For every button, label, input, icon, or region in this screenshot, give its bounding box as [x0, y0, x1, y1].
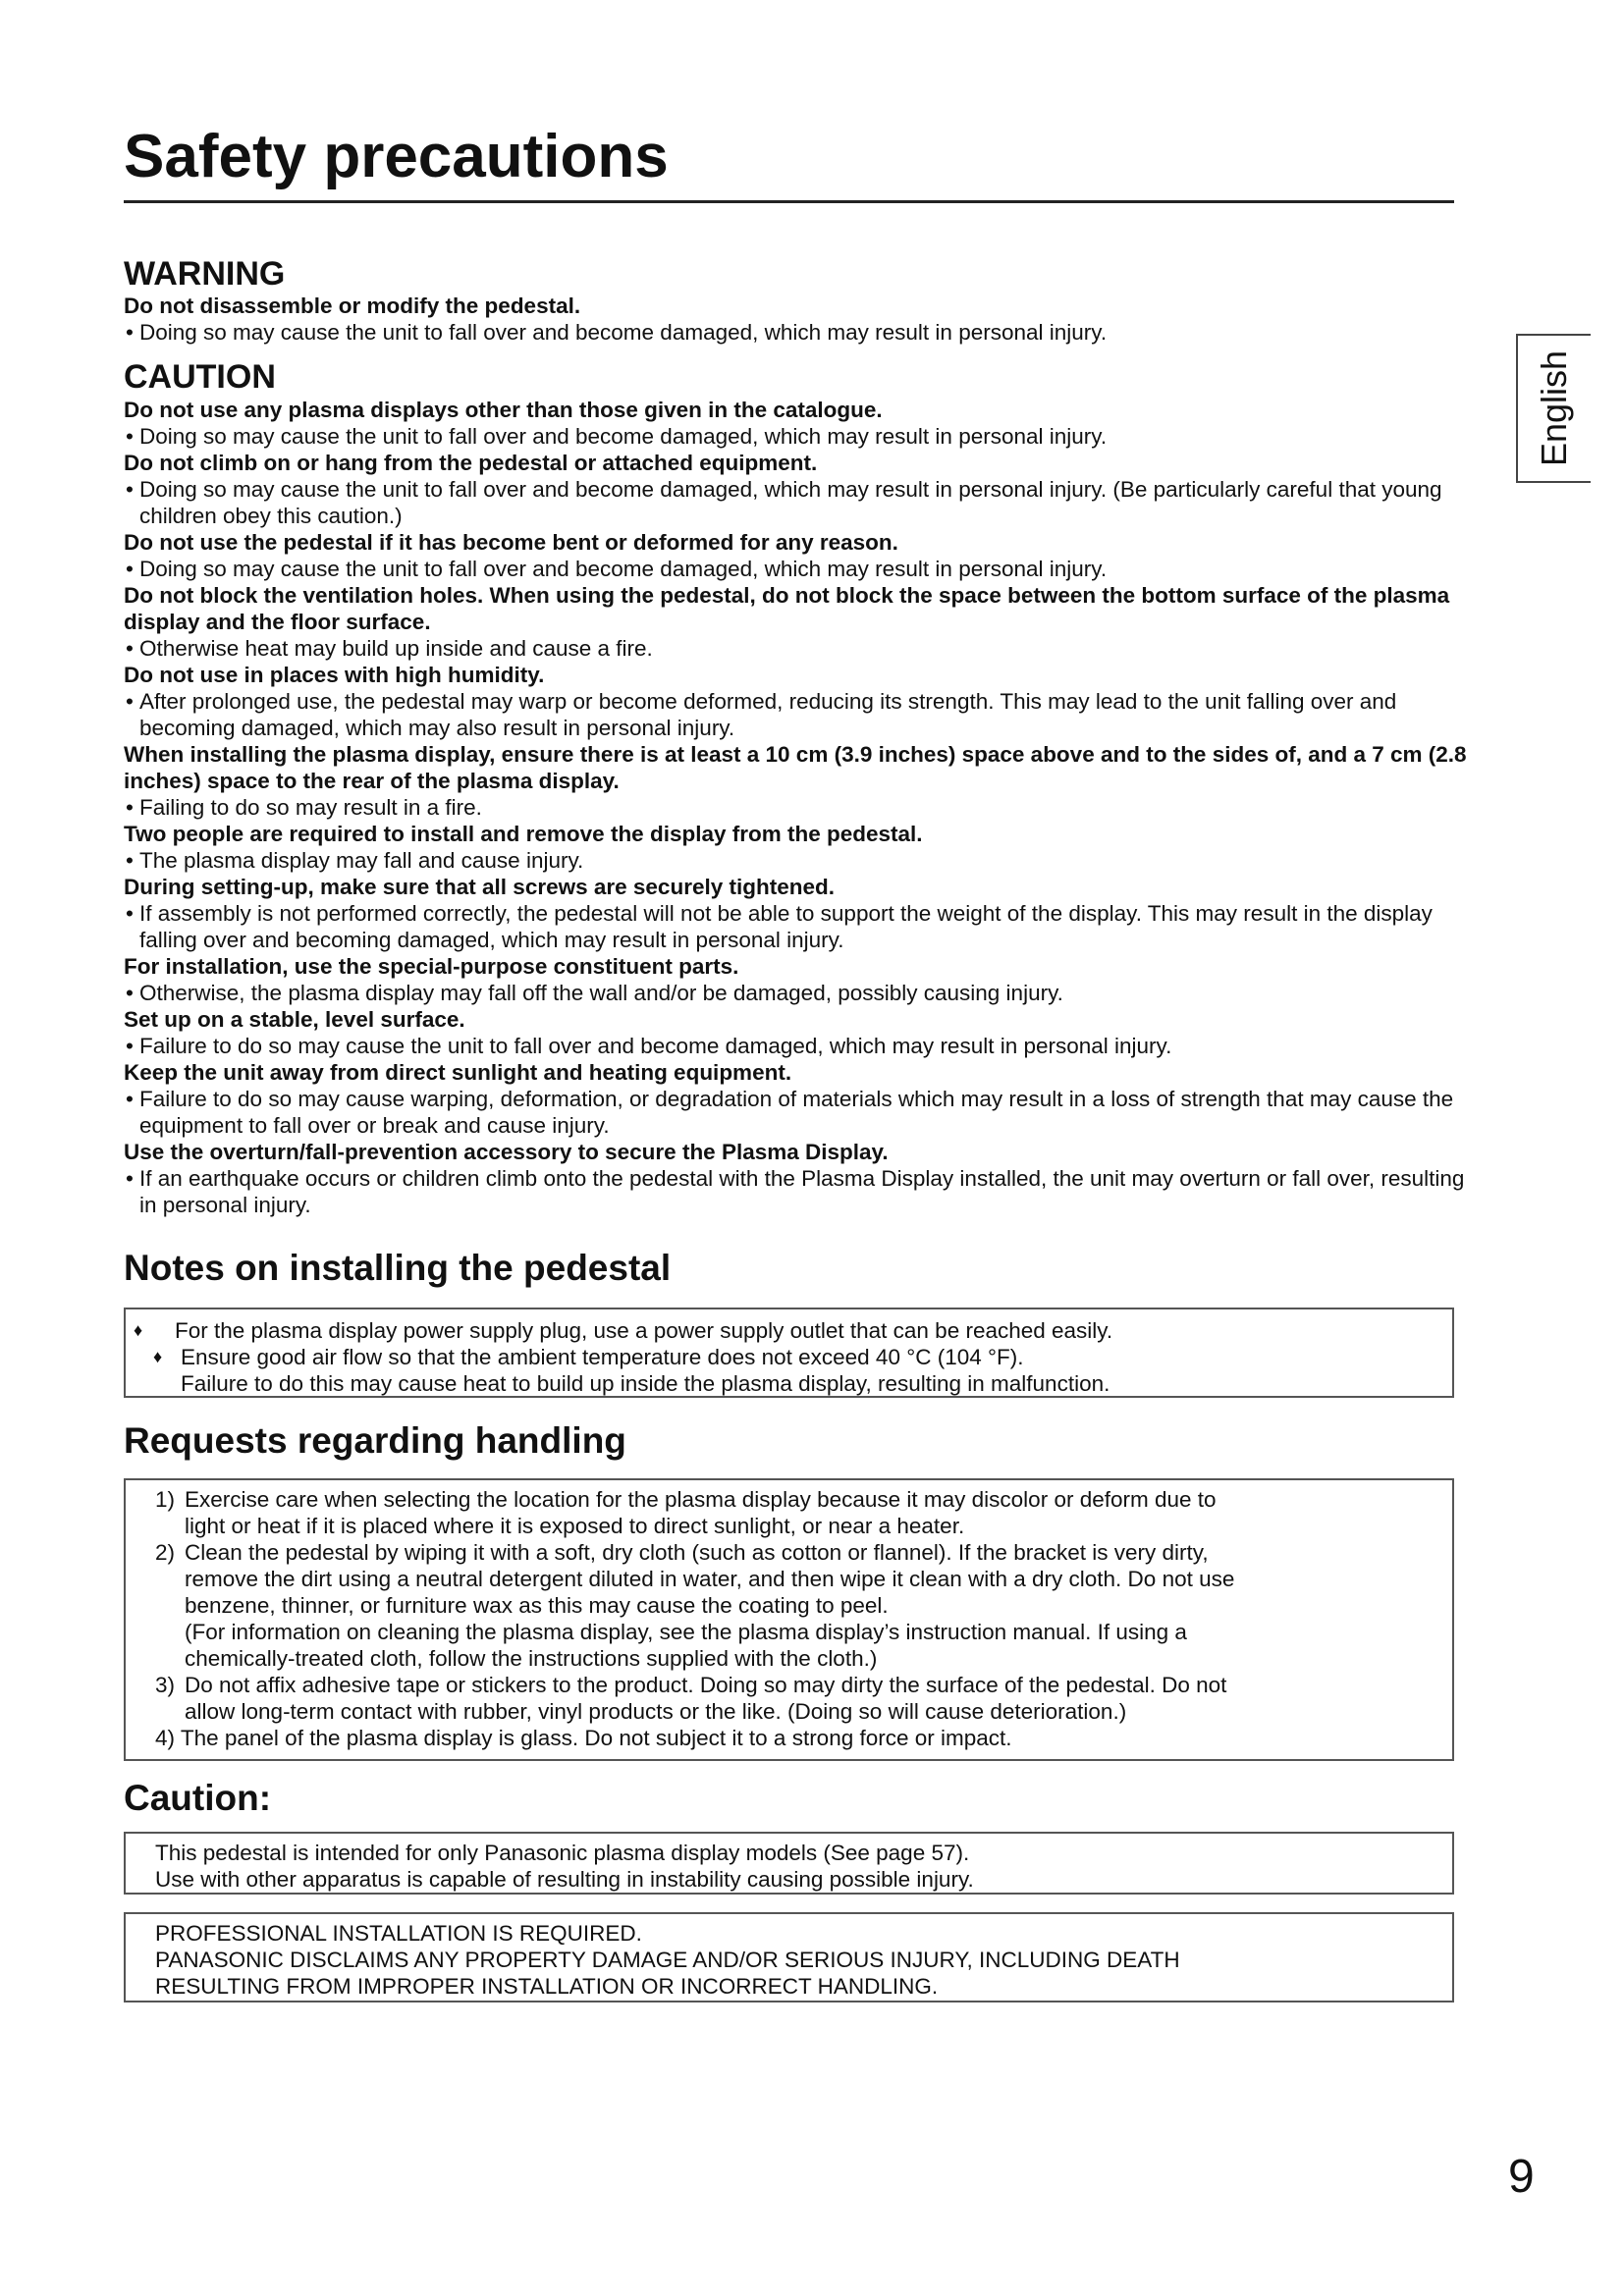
caution-heading: CAUTION — [124, 358, 276, 396]
requests-line: benzene, thinner, or furniture wax as this may cause the coating to peel. — [185, 1593, 889, 1618]
page-title: Safety precautions — [124, 118, 1454, 203]
requests-last-item: 4) The panel of the plasma display is glass. Do not subject it to a strong force or impact. — [155, 1726, 1012, 1750]
requests-item — [126, 1486, 1452, 1539]
professional-installation-box — [124, 1912, 1454, 2002]
requests-item — [126, 1672, 1452, 1725]
professional-box-line: RESULTING FROM IMPROPER INSTALLATION OR INCORRECT HANDLING. — [155, 1974, 939, 1999]
language-tab-label: English — [1534, 349, 1575, 467]
caution-item-text: • After prolonged use, the pedestal may warp or become deformed, reducing its strength. This may lead to the unit falling over and becoming damaged, which may also result in personal injury. — [124, 688, 1479, 741]
requests-line: allow long-term contact with rubber, vinyl products or the like. (Doing so will cause deterioration.) — [185, 1699, 1127, 1724]
caution-item-text: • Failing to do so may result in a fire. — [124, 794, 1479, 821]
caution-item-text: • If assembly is not performed correctly, the pedestal will not be able to support the weight of the display. This may result in the display falling over and becoming damaged, which may result in personal injury. — [124, 900, 1479, 953]
warning-heading: WARNING — [124, 255, 286, 293]
requests-line: Clean the pedestal by wiping it with a soft, dry cloth (such as cotton or flannel). If the bracket is very dirty, — [185, 1540, 1209, 1565]
diamond-bullet-icon: ♦ — [153, 1347, 163, 1366]
language-tab[interactable] — [1516, 334, 1591, 483]
requests-line: (For information on cleaning the plasma display, see the plasma display’s instruction manual. If using a — [185, 1620, 1187, 1644]
requests-line: Exercise care when selecting the location for the plasma display because it may discolor or deform due to — [185, 1487, 1217, 1512]
caution-item-text: • Otherwise heat may build up inside and cause a fire. — [124, 635, 1479, 662]
requests-line: remove the dirt using a neutral detergent diluted in water, and then wipe it clean with a dry cloth. Do not use — [185, 1567, 1235, 1591]
caution-item-text: • Doing so may cause the unit to fall over and become damaged, which may result in personal injury. — [124, 556, 1479, 582]
professional-box-line: PROFESSIONAL INSTALLATION IS REQUIRED. — [155, 1921, 642, 1946]
caution-item-text: • Doing so may cause the unit to fall over and become damaged, which may result in personal injury. — [124, 423, 1479, 450]
caution-item-title: For installation, use the special-purpose constituent parts. — [124, 954, 739, 979]
caution-item-text: • Doing so may cause the unit to fall over and become damaged, which may result in personal injury. (Be particularly careful that young children obey this caution.) — [124, 476, 1479, 529]
requests-line: Do not affix adhesive tape or stickers to the product. Doing so may dirty the surface of the pedestal. Do not — [185, 1673, 1227, 1697]
caution-box-heading: Caution: — [124, 1778, 272, 1818]
requests-item-number: 3) — [155, 1673, 176, 1697]
warning-list — [124, 293, 1479, 346]
notes-heading: Notes on installing the pedestal — [124, 1248, 672, 1288]
notes-box — [124, 1308, 1454, 1398]
caution-item-title: Use the overturn/fall-prevention accessory to secure the Plasma Display. — [124, 1140, 889, 1164]
caution-item-title: Do not block the ventilation holes. When using the pedestal, do not block the space between the bottom surface of the plasma display and the floor surface. — [124, 583, 1450, 634]
warning-item-text: • Doing so may cause the unit to fall over and become damaged, which may result in personal injury. — [124, 319, 1479, 346]
caution-item-title: Two people are required to install and remove the display from the pedestal. — [124, 822, 923, 846]
caution-item-title: Do not use any plasma displays other than those given in the catalogue. — [124, 398, 883, 422]
caution-item-text: • Failure to do so may cause warping, deformation, or degradation of materials which may result in a loss of strength that may cause the equipment to fall over or break and cause injury. — [124, 1086, 1479, 1139]
notes-item-text: For the plasma display power supply plug, use a power supply outlet that can be reached easily. — [175, 1318, 1113, 1343]
requests-box — [124, 1478, 1454, 1761]
professional-box-line: PANASONIC DISCLAIMS ANY PROPERTY DAMAGE AND/OR SERIOUS INJURY, INCLUDING DEATH — [155, 1948, 1180, 1972]
caution-item-title: When installing the plasma display, ensure there is at least a 10 cm (3.9 inches) space above and to the sides of, and a 7 cm (2.8 inches) space to the rear of the plasma display. — [124, 742, 1467, 793]
requests-item-number: 2) — [155, 1540, 176, 1565]
requests-line: chemically-treated cloth, follow the instructions supplied with the cloth.) — [185, 1646, 878, 1671]
notes-item — [126, 1317, 1452, 1344]
warning-item-title: Do not disassemble or modify the pedestal. — [124, 294, 581, 318]
requests-line: light or heat if it is placed where it is exposed to direct sunlight, or near a heater. — [185, 1514, 965, 1538]
caution-box-line: This pedestal is intended for only Panasonic plasma display models (See page 57). — [155, 1841, 970, 1865]
page-number: 9 — [1508, 2151, 1535, 2203]
caution-item-title: During setting-up, make sure that all screws are securely tightened. — [124, 875, 835, 899]
notes-item — [126, 1344, 1452, 1370]
caution-item-title: Do not climb on or hang from the pedestal or attached equipment. — [124, 451, 818, 475]
caution-item-text: • Otherwise, the plasma display may fall off the wall and/or be damaged, possibly causing injury. — [124, 980, 1479, 1006]
notes-item-text: Ensure good air flow so that the ambient temperature does not exceed 40 °C (104 °F). — [181, 1345, 1024, 1369]
caution-item-title: Do not use in places with high humidity. — [124, 663, 545, 687]
notes-continuation: Failure to do this may cause heat to build up inside the plasma display, resulting in malfunction. — [181, 1371, 1110, 1396]
caution-item-title: Set up on a stable, level surface. — [124, 1007, 465, 1032]
caution-item-text: • The plasma display may fall and cause injury. — [124, 847, 1479, 874]
safety-section — [124, 255, 1479, 1218]
caution-item-title: Do not use the pedestal if it has become bent or deformed for any reason. — [124, 530, 898, 555]
requests-item — [126, 1539, 1452, 1672]
caution-item-text: • Failure to do so may cause the unit to fall over and become damaged, which may result in personal injury. — [124, 1033, 1479, 1059]
caution-item-title: Keep the unit away from direct sunlight and heating equipment. — [124, 1060, 792, 1085]
caution-list — [124, 397, 1479, 1218]
requests-heading: Requests regarding handling — [124, 1420, 626, 1461]
diamond-bullet-icon: ♦ — [134, 1320, 143, 1340]
requests-item-number: 1) — [155, 1487, 176, 1512]
caution-item-text: • If an earthquake occurs or children climb onto the pedestal with the Plasma Display installed, the unit may overturn or fall over, resulting in personal injury. — [124, 1165, 1479, 1218]
caution-box — [124, 1832, 1454, 1895]
caution-box-line: Use with other apparatus is capable of resulting in instability causing possible injury. — [155, 1867, 974, 1892]
